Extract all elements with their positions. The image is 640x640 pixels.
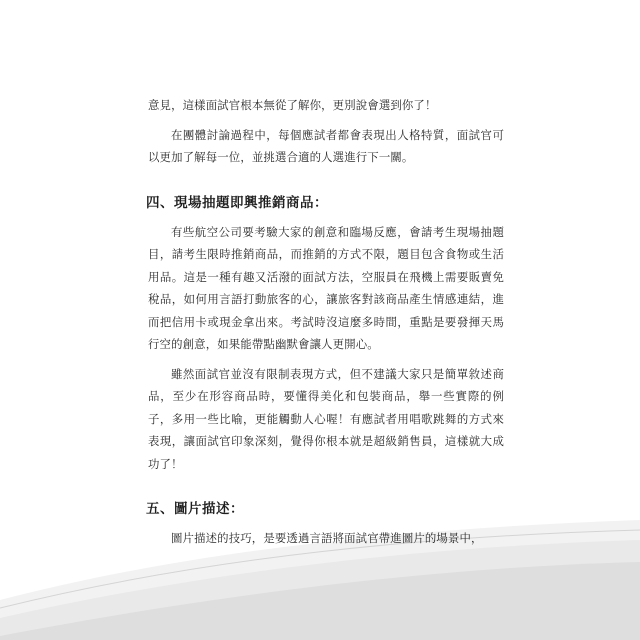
paragraph-2: 在團體討論過程中，每個應試者都會表現出人格特質，面試官可以更加了解每一位，並挑選合適的人選進行下一關。: [148, 127, 504, 164]
paragraph-1: 意見，這樣面試官根本無從了解你，更別說會選到你了！: [148, 98, 437, 112]
section-5-heading: 五、圖片描述：: [146, 501, 244, 517]
paragraph-3: 有些航空公司要考驗大家的創意和臨場反應，會請考生現場抽題目，請考生限時推銷商品，而推銷的方式不限，題目包含食物或生活用品。這是一種有趣又活潑的面試方法，空服員在飛機上需要販賣免稅品，如何用言語打動旅客的心，讓旅客對該商品產生情感連結，進而把信用卡或現金拿出來。考試時沒這麼多時間，重點是要發揮天馬行空的創意，如果能帶點幽默會讓人更開心。: [148, 224, 504, 351]
paragraph-4: 雖然面試官並沒有限制表現方式，但不建議大家只是簡單敘述商品，至少在形容商品時，要懂得美化和包裝商品，舉一些實際的例子，多用一些比喻，更能觸動人心喔！有應試者用唱歌跳舞的方式來表現，讓面試官印象深刻，覺得你根本就是超級銷售員，這樣就大成功了！: [148, 366, 504, 471]
document-body: [148, 94, 504, 550]
paragraph-5: 圖片描述的技巧，是要透過言語將面試官帶進圖片的場景中，: [171, 531, 483, 545]
section-4-heading: 四、現場抽題即興推銷商品：: [146, 194, 328, 211]
